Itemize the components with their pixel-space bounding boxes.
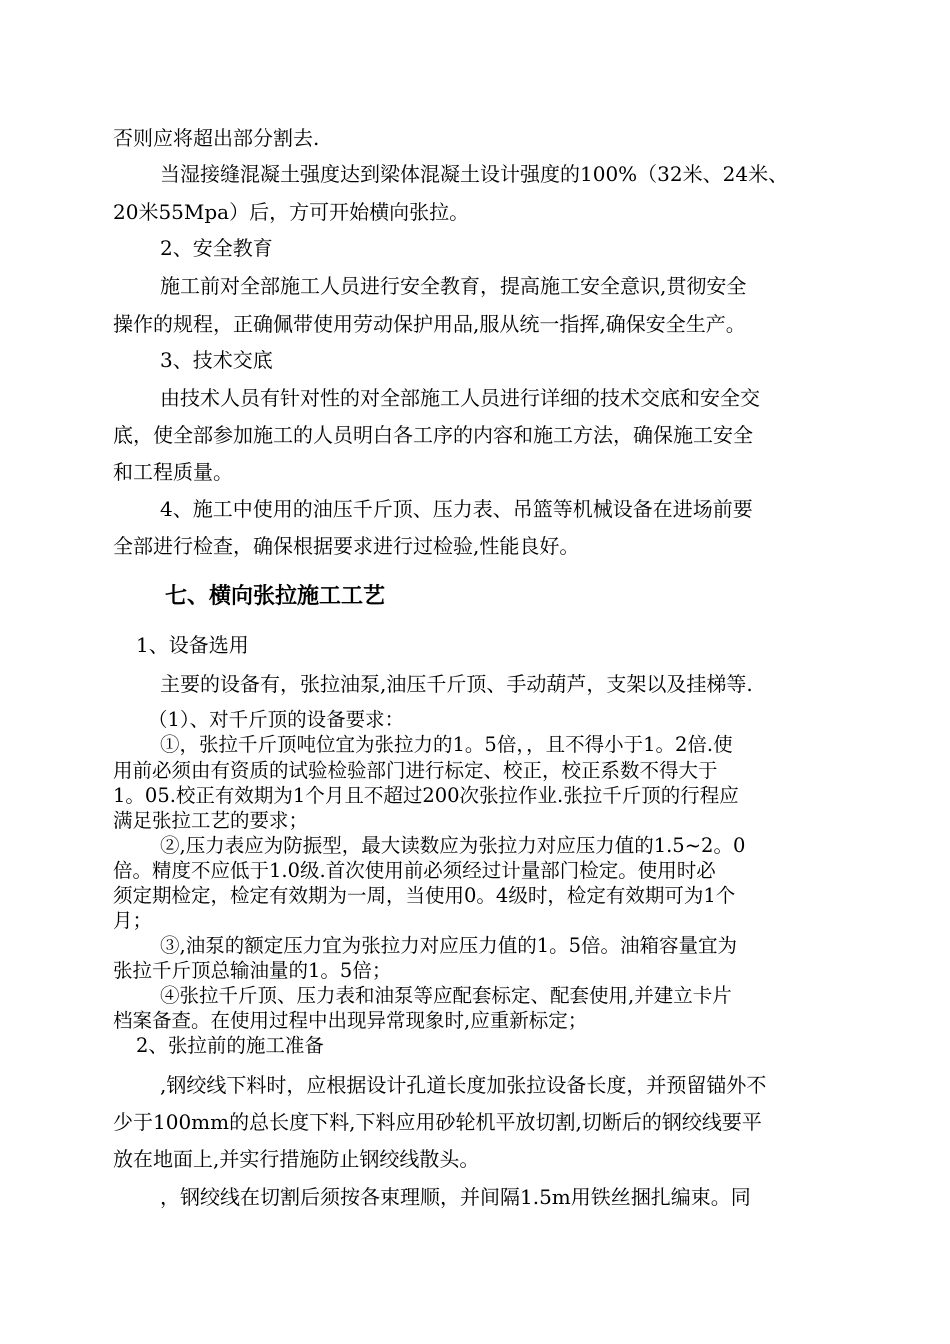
text-line: ④张拉千斤顶、压力表和油泵等应配套标定、配套使用,并建立卡片 [160,984,732,1007]
section-heading: 2、张拉前的施工准备 [136,1034,324,1057]
text-line: 施工前对全部施工人员进行安全教育，提高施工安全意识,贯彻安全 [160,274,747,298]
text-line: 满足张拉工艺的要求； [113,809,309,832]
text-line: 张拉千斤顶总输油量的1。5倍； [113,959,392,982]
text-line: ③,油泵的额定压力宜为张拉力对应压力值的1。5倍。油箱容量宜为 [160,934,738,957]
text-line: 底，使全部参加施工的人员明白各工序的内容和施工方法，确保施工安全 [113,423,753,447]
text-line: 和工程质量。 [113,460,233,484]
text-line: 全部进行检查，确保根据要求进行过检验,性能良好。 [113,534,580,558]
text-line: ②,压力表应为防振型，最大读数应为张拉力对应压力值的1.5~2。0 [160,834,746,857]
text-line: ,钢绞线下料时，应根据设计孔道长度加张拉设备长度，并预留锚外不 [160,1073,767,1097]
text-line: 档案备查。在使用过程中出现异常现象时,应重新标定； [113,1009,588,1032]
text-line: 月； [113,909,153,932]
text-line: 放在地面上,并实行措施防止钢绞线散头。 [113,1147,480,1171]
chapter-title: 七、横向张拉施工工艺 [165,584,386,609]
text-line: 主要的设备有，张拉油泵,油压千斤顶、手动葫芦，支架以及挂梯等. [160,672,753,696]
text-line: 用前必须由有资质的试验检验部门进行标定、校正，校正系数不得大于 [113,759,718,782]
text-line: 操作的规程，正确佩带使用劳动保护用品,服从统一指挥,确保安全生产。 [113,312,746,336]
text-line: 少于100mm的总长度下料,下料应用砂轮机平放切割,切断后的钢绞线要平 [113,1110,762,1134]
text-line: 1。05.校正有效期为1个月且不超过200次张拉作业.张拉千斤顶的行程应 [113,784,739,807]
section-heading: 1、设备选用 [136,633,249,657]
text-line: 4、施工中使用的油压千斤顶、压力表、吊篮等机械设备在进场前要 [160,497,753,521]
text-line: ①，张拉千斤顶吨位宜为张拉力的1。5倍，，且不得小于1。2倍.使 [160,733,733,756]
text-line: 当湿接缝混凝土强度达到梁体混凝土设计强度的100%（32米、24米、 [160,162,789,186]
section-heading: 2、安全教育 [160,236,273,260]
text-line: 由技术人员有针对性的对全部施工人员进行详细的技术交底和安全交 [160,386,760,410]
subsection-heading: （1）、对千斤顶的设备要求： [148,708,405,731]
section-heading: 3、技术交底 [160,348,273,372]
text-line: 须定期检定，检定有效期为一周，当使用0。4级时，检定有效期可为1个 [113,884,736,907]
text-line: 20米55Mpa）后，方可开始横向张拉。 [113,200,470,224]
text-line: 倍。精度不应低于1.0级.首次使用前必须经过计量部门检定。使用时必 [113,859,716,882]
text-line: ，钢绞线在切割后须按各束理顺，并间隔1.5m用铁丝捆扎编束。同 [160,1185,751,1209]
text-line: 否则应将超出部分割去. [113,126,320,150]
